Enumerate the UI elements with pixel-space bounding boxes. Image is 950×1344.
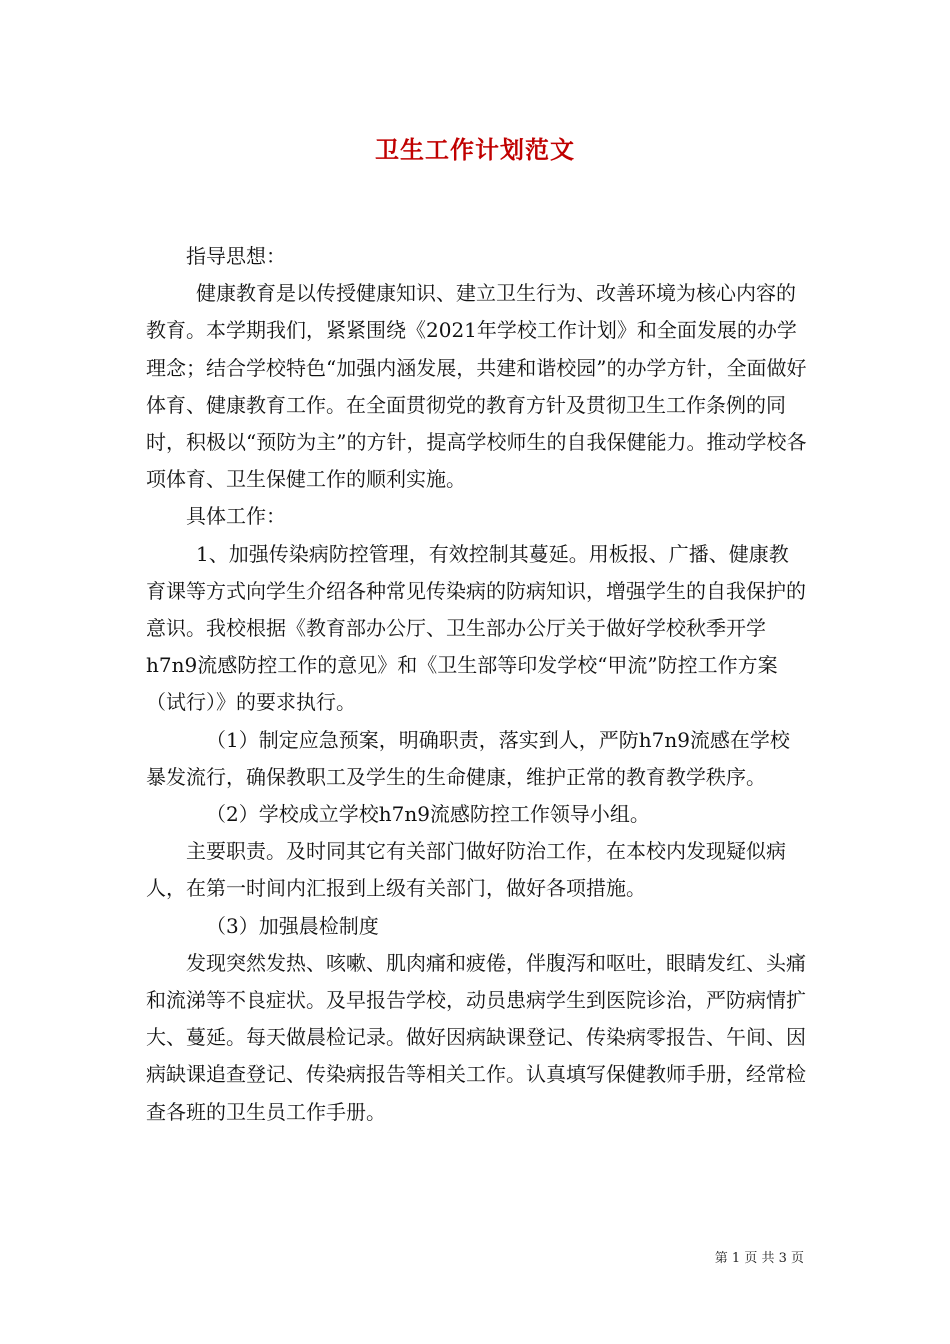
document-title: 卫生工作计划范文 (375, 135, 575, 164)
paragraph-item-1: 1、加强传染病防控管理，有效控制其蔓延。用板报、广播、健康教育课等方式向学生介绍各种常见传染病的防病知识，增强学生的自我保护的意识。我校根据《教育部办公厅、卫生部办公厅关于做好学校秋季开学h7n9流感防控工作的意见》和《卫生部等印发学校“甲流”防控工作方案（试行）》的要求执行。 (146, 541, 806, 715)
paragraph-morning-check: 发现突然发热、咳嗽、肌肉痛和疲倦，伴腹泻和呕吐，眼睛发红、头痛和流涕等不良症状。及早报告学校，动员患病学生到医院诊治，严防病情扩大、蔓延。每天做晨检记录。做好因病缺课登记、传染病零报告、午间、因病缺课追查登记、传染病报告等相关工作。认真填写保健教师手册，经常检查各班的卫生员工作手册。 (146, 950, 806, 1124)
paragraph-item-1-2: （2）学校成立学校h7n9流感防控工作领导小组。 (206, 802, 650, 827)
page-number-footer: 第 1 页 共 3 页 (714, 1251, 804, 1266)
paragraph-work-heading: 具体工作： (186, 504, 286, 529)
document-body (146, 238, 808, 1131)
paragraph-guiding-text: 健康教育是以传授健康知识、建立卫生行为、改善环境为核心内容的教育。本学期我们，紧紧围绕《2021年学校工作计划》和全面发展的办学理念；结合学校特色“加强内涵发展，共建和谐校园”的办学方针，全面做好体育、健康教育工作。在全面贯彻党的教育方针及贯彻卫生工作条例的同时，积极以“预防为主”的方针，提高学校师生的自我保健能力。推动学校各项体育、卫生保健工作的顺利实施。 (146, 281, 807, 492)
paragraph-item-1-1: （1）制定应急预案，明确职责，落实到人，严防h7n9流感在学校暴发流行，确保教职工及学生的生命健康，维护正常的教育教学秩序。 (146, 727, 790, 789)
paragraph-item-1-3: （3）加强晨检制度 (206, 913, 379, 938)
paragraph-guiding-heading: 指导思想： (186, 244, 286, 268)
paragraph-duties: 主要职责。及时同其它有关部门做好防治工作，在本校内发现疑似病人，在第一时间内汇报到上级有关部门，做好各项措施。 (146, 839, 786, 901)
